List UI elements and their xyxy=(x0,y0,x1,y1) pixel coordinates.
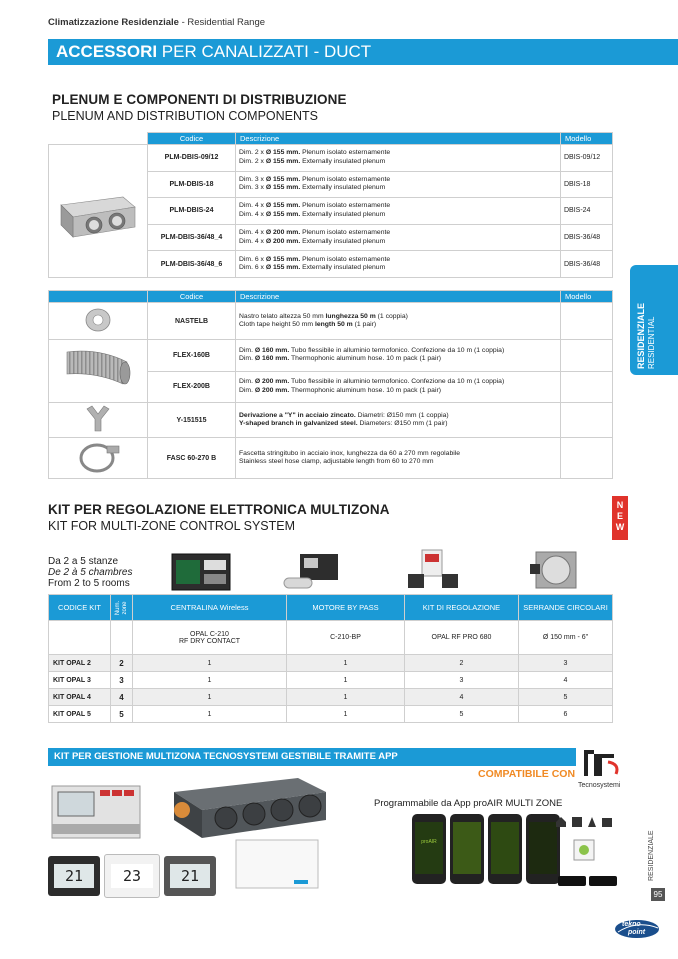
app-store-badges xyxy=(556,838,620,890)
kit-table-header: CODICE KIT Num. zone CENTRALINA Wireless MOTORE BY PASS KIT DI REGOLAZIONE SERRANDE CIRCOLARI xyxy=(49,595,613,621)
thermostats-group xyxy=(48,854,218,898)
page-number: 95 xyxy=(651,888,665,901)
accessories-table xyxy=(48,290,613,479)
rooms-text: Da 2 a 5 stanze De 2 à 5 chambres From 2 to 5 rooms xyxy=(48,556,133,589)
plenum-box-icon xyxy=(49,145,148,275)
kit-models-row: OPAL C-210 RF DRY CONTACT C-210-BP OPAL RF PRO 680 Ø 150 mm - 6" xyxy=(49,621,613,655)
table-row: KIT OPAL 4 4 1 1 4 5 xyxy=(49,689,613,706)
thermostat-2: 23 xyxy=(104,854,160,898)
kit-subtitle: KIT FOR MULTI-ZONE CONTROL SYSTEM xyxy=(48,519,296,533)
regulation-kit-image xyxy=(398,548,468,594)
flex-hose-icon xyxy=(49,340,148,400)
y-branch-icon xyxy=(49,403,148,435)
bypass-motor-image xyxy=(280,552,350,594)
kit-table xyxy=(48,594,613,723)
table-row: PLM-DBIS-09/12 Dim. 2 x Ø 155 mm. Plenum isolato esternamente Dim. 2 x Ø 155 mm. Externally insulated plenum DBIS-09/12 xyxy=(49,145,613,172)
teknopoint-logo: tekno point xyxy=(614,918,660,940)
table-row: FLEX-160B Dim. Ø 160 mm. Tubo flessibile in alluminio termofonico. Confezione da 10 m (1 coppia) Dim. Ø 160 mm. Thermophonic aluminum hose. 10 m pack (1 pair) xyxy=(49,340,613,372)
table-row: FASC 60-270 B Fascetta stringitubo in acciaio inox, lunghezza da 60 a 270 mm regolabile Stainless steel hose clamp, adjustable length from 60 to 270 mm xyxy=(49,438,613,479)
app-banner: KIT PER GESTIONE MULTIZONA TECNOSYSTEMI GESTIBILE TRAMITE APP xyxy=(48,748,576,766)
control-unit-image xyxy=(166,550,236,594)
accessories-table-header: Codice Descrizione Modello xyxy=(49,291,613,303)
settings-icon xyxy=(602,818,612,827)
phone-2 xyxy=(450,814,484,884)
plenum-subtitle: PLENUM AND DISTRIBUTION COMPONENTS xyxy=(52,109,318,123)
calendar-icon xyxy=(572,817,582,827)
table-row: PLM-DBIS-36/48_6 Dim. 6 x Ø 155 mm. Plenum isolato esternamente Dim. 6 x Ø 155 mm. Externally insulated plenum DBIS-36/48 xyxy=(49,251,613,278)
hose-clamp-icon xyxy=(49,438,148,476)
footer-side-label: RESIDENZIALE xyxy=(648,830,655,881)
y-branch-image xyxy=(49,403,148,438)
hose-clamp-image xyxy=(49,438,148,479)
table-row: PLM-DBIS-18 Dim. 3 x Ø 155 mm. Plenum isolato esternamente Dim. 3 x Ø 155 mm. Externally insulated plenum DBIS-18 xyxy=(49,171,613,198)
plenum-title: PLENUM E COMPONENTI DI DISTRIBUZIONE xyxy=(52,92,347,107)
phone-1: proAIR xyxy=(412,814,446,884)
table-row: FLEX-200B Dim. Ø 200 mm. Tubo flessibile in alluminio termofonico. Confezione da 10 m (1 coppia) Dim. Ø 200 mm. Thermophonic aluminum hose. 10 m pack (1 pair) xyxy=(49,371,613,403)
table-row: Y-151515 Derivazione a "Y" in acciaio zincato. Diametri: Ø150 mm (1 coppia) Y-shaped branch in galvanized steel. Diameters: Ø150 mm (1 pair) xyxy=(49,403,613,438)
page-header: Climatizzazione Residenziale - Residential Range xyxy=(48,17,266,28)
app-store-icon xyxy=(558,876,586,886)
thermostat-1: 21 xyxy=(48,856,100,896)
residential-side-tab: RESIDENZIALE RESIDENTIAL xyxy=(630,265,678,375)
circular-damper-image xyxy=(528,548,588,594)
manifold-plenum-image xyxy=(168,770,332,844)
table-row: NASTELB Nastro telato altezza 50 mm lunghezza 50 m (1 coppia) Cloth tape height 50 mm length 50 m (1 pair) xyxy=(49,303,613,340)
compatible-label: COMPATIBILE CON xyxy=(478,768,576,780)
table-row: KIT OPAL 5 5 1 1 5 6 xyxy=(49,706,613,723)
table-row: PLM-DBIS-24 Dim. 4 x Ø 155 mm. Plenum isolato esternamente Dim. 4 x Ø 155 mm. Externally insulated plenum DBIS-24 xyxy=(49,198,613,225)
table-row: KIT OPAL 2 2 1 1 2 3 xyxy=(49,655,613,672)
control-box-image xyxy=(48,776,148,844)
kit-title: KIT PER REGOLAZIONE ELETTRONICA MULTIZONA xyxy=(48,502,390,517)
flame-icon xyxy=(588,817,596,827)
section-banner: ACCESSORI PER CANALIZZATI - DUCT xyxy=(48,39,678,65)
table-row: KIT OPAL 3 3 1 1 3 4 xyxy=(49,672,613,689)
table-row: PLM-DBIS-36/48_4 Dim. 4 x Ø 200 mm. Plenum isolato esternamente Dim. 4 x Ø 200 mm. Externally insulated plenum DBIS-36/48 xyxy=(49,224,613,251)
plenum-table-header: Codice Descrizione Modello xyxy=(49,133,613,145)
programmable-text: Programmabile da App proAIR MULTI ZONE xyxy=(374,798,563,809)
app-feature-icons xyxy=(554,814,620,828)
tape-image xyxy=(49,303,148,340)
home-icon xyxy=(556,817,566,827)
plenum-table xyxy=(48,132,613,278)
plenum-image xyxy=(49,145,148,278)
new-badge: N E W xyxy=(612,496,628,540)
flex-hose-image xyxy=(49,340,148,403)
google-play-icon xyxy=(589,876,617,886)
app-phones xyxy=(412,810,574,888)
wall-box-image xyxy=(234,836,324,892)
thermostat-3: 21 xyxy=(164,856,216,896)
tape-roll-icon xyxy=(49,303,148,337)
phone-3 xyxy=(488,814,522,884)
tecnosystemi-text: Tecnosystemi xyxy=(578,782,621,789)
